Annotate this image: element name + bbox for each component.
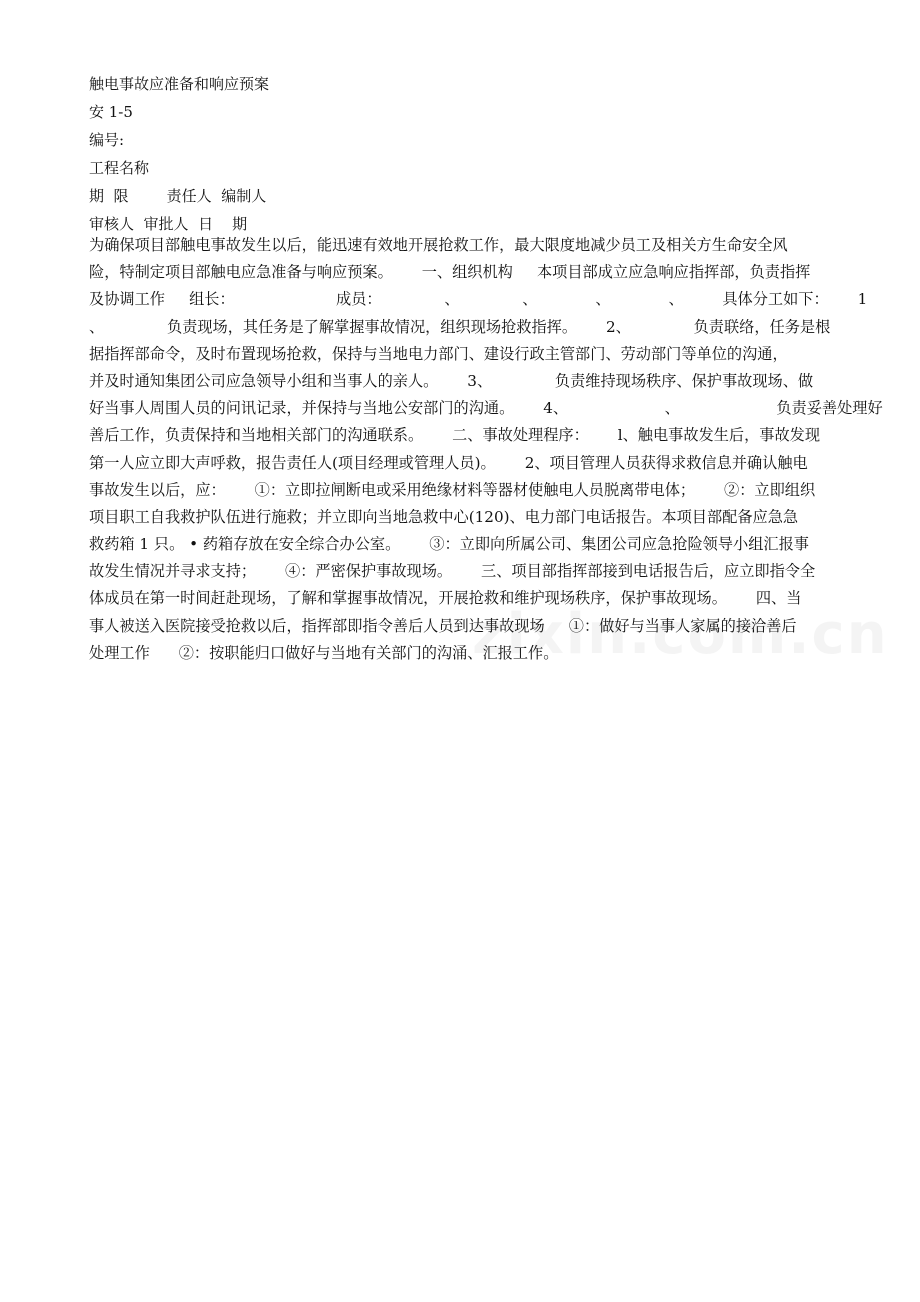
body-line: 、 负责现场，其任务是了解掌握事故情况，组织现场抢救指挥。 2、 负责联络，任务是根	[89, 317, 831, 336]
faint-watermark	[472, 602, 889, 667]
document-code: 安 1-5	[89, 103, 133, 121]
body-line: 善后工作，负责保持和当地相关部门的沟通联系。 二、事故处理程序： l、触电事故发生后，事故发现	[89, 426, 821, 445]
body-line: 及协调工作 组长： 成员： 、 、 、 、 具体分工如下： 1	[89, 290, 868, 309]
body-line: 项目职工自我救护队伍进行施救；并立即向当地急救中心(120)、电力部门电话报告。本项目部配备应急急	[89, 507, 799, 526]
body-line: 事人被送入医院接受抢救以后，指挥部即指令善后人员到达事故现场 ①：做好与当事人家属的接洽善后	[89, 616, 797, 635]
body-line: 好当事人周围人员的问讯记录，并保持与当地公安部门的沟通。 4、 、 负责妥善处理好	[89, 399, 883, 418]
body-line: 第一人应立即大声呼救，报告责任人(项目经理或管理人员)。 2、项目管理人员获得求救信息并确认触电	[89, 453, 808, 472]
body-line: 据指挥部命令，及时布置现场抢救，保持与当地电力部门、建设行政主管部门、劳动部门等单位的沟通，	[89, 344, 788, 363]
body-line: 为确保项目部触电事故发生以后，能迅速有效地开展抢救工作，最大限度地减少员工及相关方生命安全风	[89, 236, 788, 254]
body-line: 险，特制定项目部触电应急准备与响应预案。 一、组织机构 本项目部成立应急响应指挥部，负责指挥	[89, 263, 811, 282]
document-number-label: 编号:	[89, 131, 125, 149]
body-line: 体成员在第一时间赶赴现场，了解和掌握事故情况，开展抢救和维护现场秩序，保护事故现场。 四、当	[89, 589, 802, 608]
document-title: 触电事故应准备和响应预案	[89, 75, 270, 93]
body-line: 并及时通知集团公司应急领导小组和当事人的亲人。 3、 负责维持现场秩序、保护事故现场、做	[89, 371, 814, 390]
review-approval-line: 审核人 审批人 日 期	[89, 215, 248, 233]
body-line: 故发生情况并寻求支持； ④：严密保护事故现场。 三、项目部指挥部接到电话报告后，应立即指令全	[89, 562, 816, 581]
project-name-label: 工程名称	[89, 159, 150, 177]
body-line: 事故发生以后，应： ①：立即拉闸断电或采用绝缘材料等器材使触电人员脱离带电体； ②：立即组织	[89, 480, 816, 499]
period-responsible-line: 期 限 责任人 编制人	[89, 187, 267, 205]
body-line: 处理工作 ②：按职能归口做好与当地有关部门的沟涌、汇报工作。	[89, 643, 559, 662]
body-line: 救药箱 1 只。 • 药箱存放在安全综合办公室。 ③：立即向所属公司、集团公司应急抢险领导小组汇报事	[89, 535, 809, 554]
